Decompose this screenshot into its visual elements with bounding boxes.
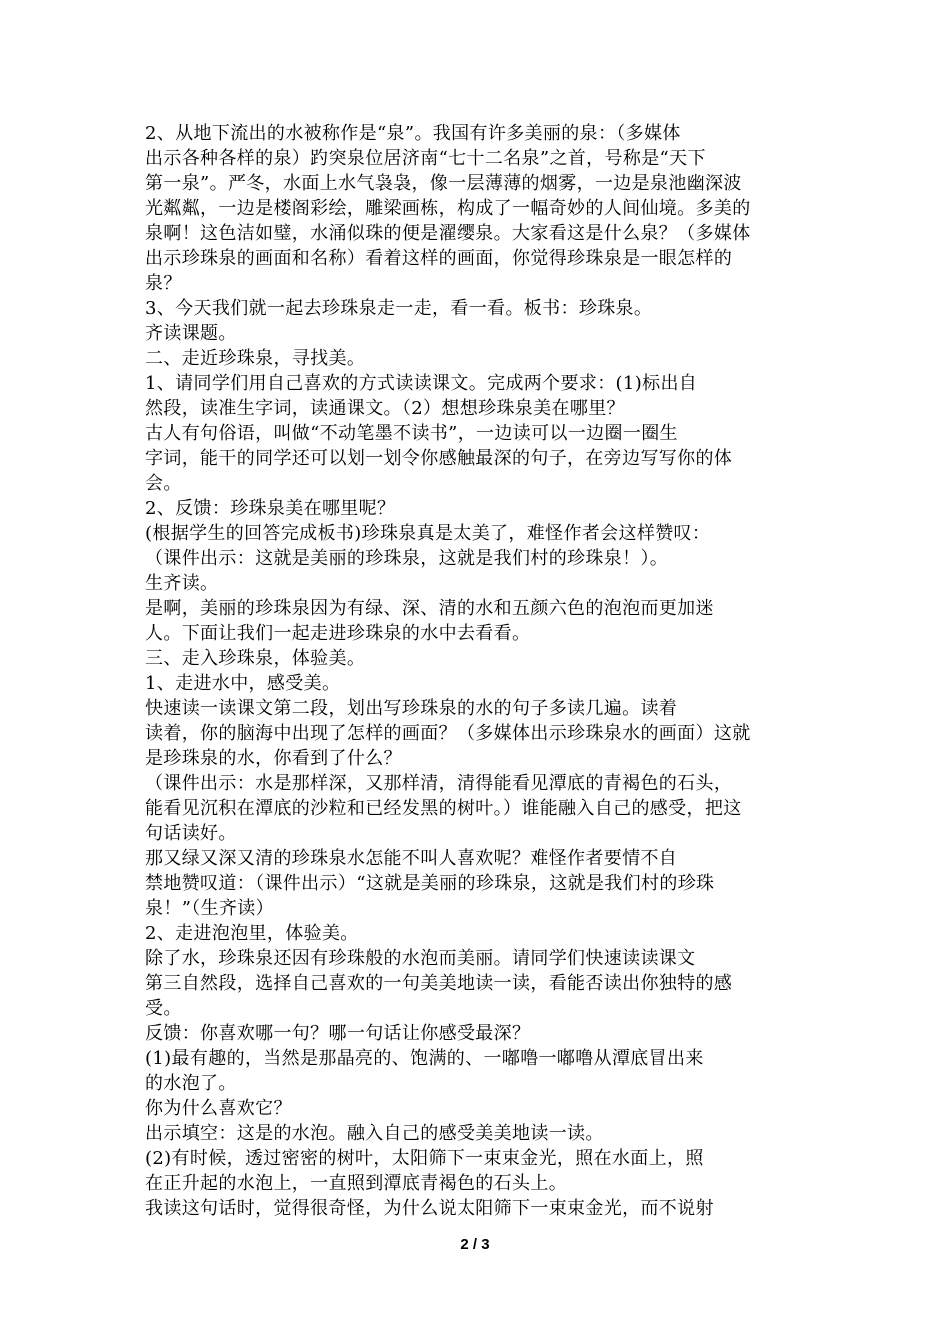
- text-line: 第一泉”。严冬，水面上水气袅袅，像一层薄薄的烟雾，一边是泉池幽深波: [145, 173, 742, 194]
- text-line: （课件出示：水是那样深，又那样清，清得能看见潭底的青褐色的石头，: [145, 773, 733, 794]
- text-line: 泉？: [145, 273, 182, 294]
- text-line: 禁地赞叹道：（课件出示）“这就是美丽的珍珠泉，这就是我们村的珍珠: [145, 873, 715, 894]
- text-line: 光粼粼，一边是楼阁彩绘，雕梁画栋，构成了一幅奇妙的人间仙境。多美的: [145, 198, 751, 219]
- text-line: 第三自然段，选择自己喜欢的一句美美地读一读，看能否读出你独特的感: [145, 973, 733, 994]
- text-line: 出示珍珠泉的画面和名称）看着这样的画面，你觉得珍珠泉是一眼怎样的: [145, 248, 733, 269]
- text-line: 人。下面让我们一起走进珍珠泉的水中去看看。: [145, 623, 531, 644]
- text-line: 泉！”（生齐读）: [145, 898, 275, 919]
- text-line: 除了水，珍珠泉还因有珍珠般的水泡而美丽。请同学们快速读读课文: [145, 948, 696, 969]
- text-line: 受。: [145, 998, 182, 1019]
- text-line: 反馈：你喜欢哪一句？哪一句话让你感受最深？: [145, 1023, 531, 1044]
- text-line: 是珍珠泉的水，你看到了什么？: [145, 748, 402, 769]
- text-line: 字词，能干的同学还可以划一划令你感触最深的句子，在旁边写写你的体: [145, 448, 733, 469]
- text-line: 3、今天我们就一起去珍珠泉走一走，看一看。板书：珍珠泉。: [145, 298, 653, 319]
- text-line: （课件出示：这就是美丽的珍珠泉，这就是我们村的珍珠泉！）。: [145, 548, 669, 569]
- text-line: 我读这句话时，觉得很奇怪，为什么说太阳筛下一束束金光，而不说射: [145, 1198, 714, 1219]
- text-line: 2、走进泡泡里，体验美。: [145, 923, 359, 944]
- text-line: 古人有句俗语，叫做“不动笔墨不读书”，一边读可以一边圈一圈生: [145, 423, 678, 444]
- text-line: 在正升起的水泡上，一直照到潭底青褐色的石头上。: [145, 1173, 568, 1194]
- text-line: 的水泡了。: [145, 1073, 237, 1094]
- text-line: 出示填空：这是的水泡。融入自己的感受美美地读一读。: [145, 1123, 604, 1144]
- text-line: 1、走进水中，感受美。: [145, 673, 341, 694]
- text-line: 句话读好。: [145, 823, 237, 844]
- text-line: 然段，读准生字词，读通课文。（2）想想珍珠泉美在哪里？: [145, 398, 625, 419]
- text-line: 读着，你的脑海中出现了怎样的画面？（多媒体出示珍珠泉水的画面）这就: [145, 723, 751, 744]
- page-number: 2 / 3: [460, 1236, 490, 1253]
- text-line: 快速读一读课文第二段，划出写珍珠泉的水的句子多读几遍。读着: [145, 698, 678, 719]
- text-line: 是啊，美丽的珍珠泉因为有绿、深、清的水和五颜六色的泡泡而更加迷: [145, 598, 714, 619]
- text-line: 那又绿又深又清的珍珠泉水怎能不叫人喜欢呢？难怪作者要情不自: [145, 848, 678, 869]
- section-heading: 三、走入珍珠泉，体验美。: [145, 648, 366, 669]
- text-line: 1、请同学们用自己喜欢的方式读读课文。完成两个要求：(1)标出自: [145, 373, 698, 394]
- text-line: (2)有时候，透过密密的树叶，太阳筛下一束束金光，照在水面上，照: [145, 1148, 704, 1169]
- section-heading: 二、走近珍珠泉，寻找美。: [145, 348, 366, 369]
- text-line: (1)最有趣的，当然是那晶亮的、饱满的、一嘟噜一嘟噜从潭底冒出来: [145, 1048, 704, 1069]
- text-line: (根据学生的回答完成板书)珍珠泉真是太美了，难怪作者会这样赞叹：: [145, 523, 711, 544]
- text-line: 会。: [145, 473, 182, 494]
- text-line: 你为什么喜欢它？: [145, 1098, 292, 1119]
- text-line: 2、反馈：珍珠泉美在哪里呢？: [145, 498, 396, 519]
- text-line: 能看见沉积在潭底的沙粒和已经发黑的树叶。）谁能融入自己的感受，把这: [145, 798, 742, 819]
- text-line: 2、从地下流出的水被称作是“泉”。我国有许多美丽的泉：（多媒体: [145, 123, 681, 144]
- text-line: 齐读课题。: [145, 323, 237, 344]
- text-line: 生齐读。: [145, 573, 219, 594]
- text-line: 出示各种各样的泉）趵突泉位居济南“七十二名泉”之首，号称是“天下: [145, 148, 706, 169]
- text-line: 泉啊！这色洁如璧，水涌似珠的便是濯缨泉。大家看这是什么泉？（多媒体: [145, 223, 751, 244]
